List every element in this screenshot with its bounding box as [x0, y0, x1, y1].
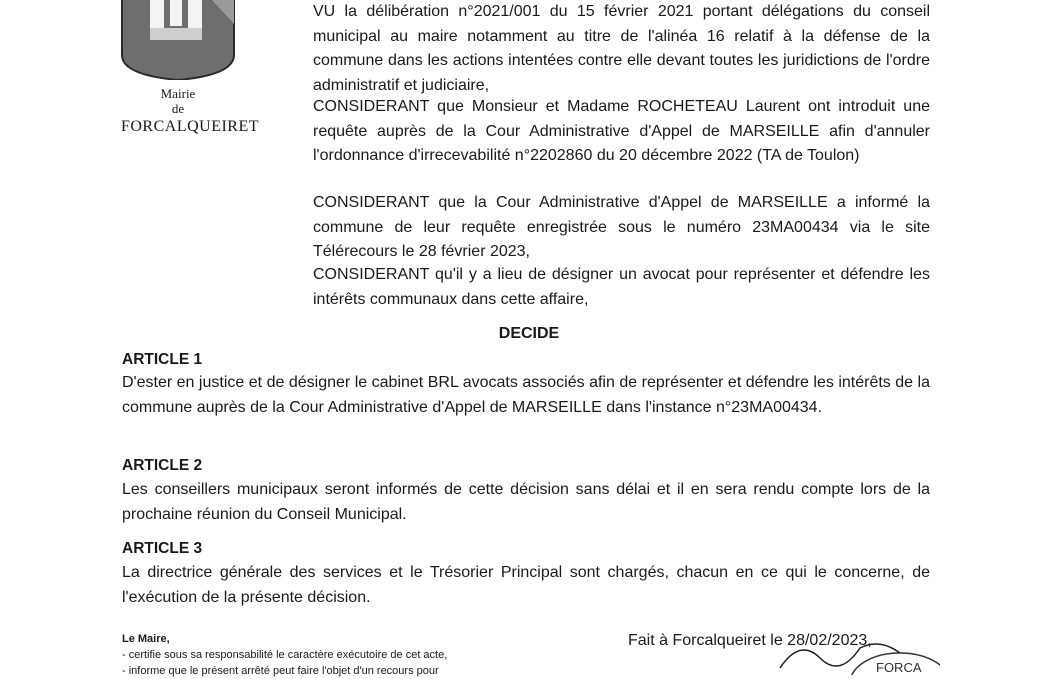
article-3-title: ARTICLE 3 [122, 540, 203, 557]
svg-text:FORCA: FORCA [876, 660, 922, 675]
decide-heading: DECIDE [498, 325, 560, 342]
mairie-line2: de [171, 101, 185, 116]
considerant-vu: VU la délibération n°2021/001 du 15 février 2021 portant délégations du conseil municipal au maire notamment au titre de l'alinéa 16 relatif à la défense de la commune dans les actions intentées contre elle devant toutes les juridictions de l'ordre administratif et judiciaire, [313, 3, 930, 94]
article-1-body: D'ester en justice et de désigner le cabinet BRL avocats associés afin de représenter et défendre les intérêts de la commune auprès de la Cour Administrative d'Appel de MARSEILLE dans l'instance n°23MA00434. [122, 374, 930, 416]
considerant-avocat: CONSIDERANT qu'il y a lieu de désigner un avocat pour représenter et défendre les intérêts communaux dans cette affaire, [313, 266, 930, 308]
town-name: FORCALQUEIRET [120, 118, 260, 135]
maire-label: Le Maire, [122, 633, 170, 645]
article-2-title: ARTICLE 2 [122, 457, 203, 474]
article-3-body: La directrice générale des services et le Trésorier Principal sont chargés, chacun en ce qui le concerne, de l'exécution de la présente décision. [122, 564, 930, 606]
signature-stamp-icon [770, 628, 940, 675]
article-1-title: ARTICLE 1 [122, 351, 203, 368]
fait-a-line: Fait à Forcalqueiret le 28/02/2023, [628, 632, 872, 649]
article-2-body: Les conseillers municipaux seront informés de cette décision sans délai et il en sera rendu compte lors de la prochaine réunion du Conseil Municipal. [122, 481, 930, 523]
coat-of-arms-icon [120, 0, 236, 80]
considerant-requete: CONSIDERANT que Monsieur et Madame ROCHETEAU Laurent ont introduit une requête auprès de la Cour Administrative d'Appel de MARSEILLE afin d'annuler l'ordonnance d'irrecevabilité n°2202860 du 20 décembre 2022 (TA de Toulon) [313, 98, 930, 164]
mairie-label [120, 86, 236, 116]
mairie-line1: Mairie [160, 86, 196, 101]
footer-recours-line: - informe que le présent arrêté peut faire l'objet d'un recours pour [122, 665, 439, 677]
footer-certify-line: - certifie sous sa responsabilité le caractère exécutoire de cet acte, [122, 649, 448, 661]
considerant-telerecours: CONSIDERANT que la Cour Administrative d'Appel de MARSEILLE a informé la commune de leur requête enregistrée sous le numéro 23MA00434 via le site Télérecours le 28 février 2023, [313, 194, 930, 260]
